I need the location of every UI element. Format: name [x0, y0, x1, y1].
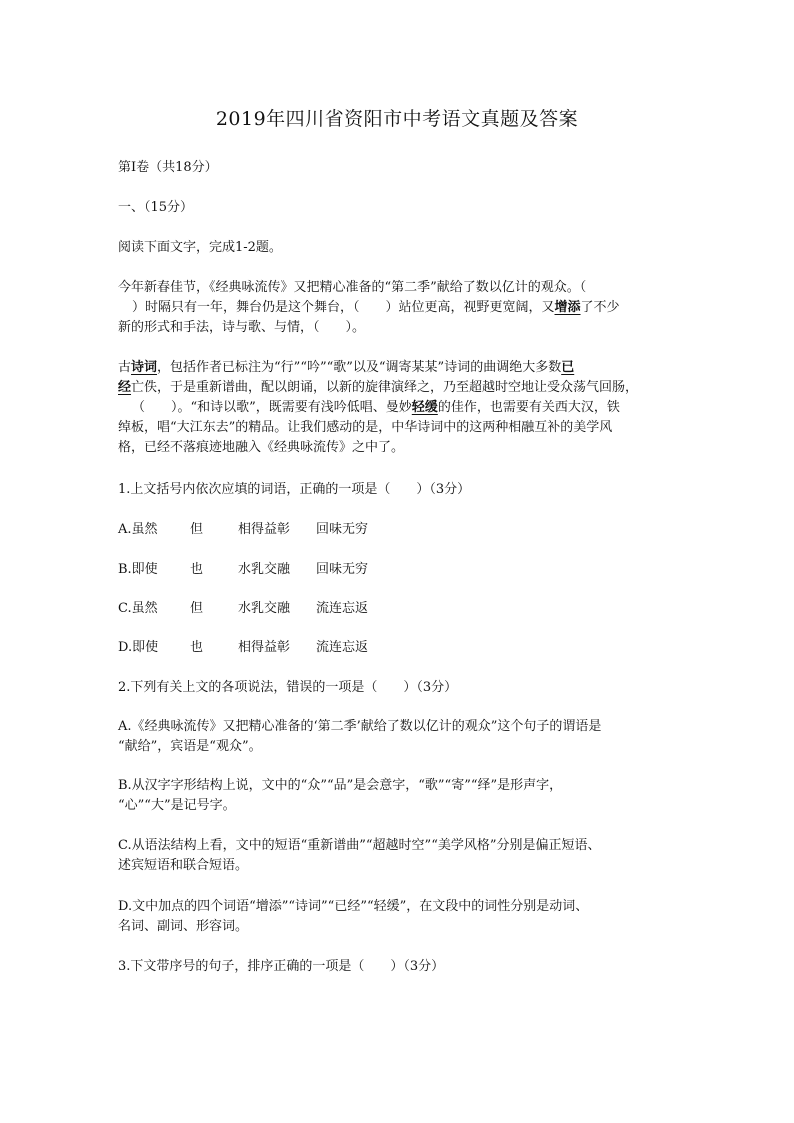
question-2-option-a [118, 717, 678, 757]
passage-2 [118, 358, 678, 458]
option-cell: 但 [190, 522, 204, 537]
option-cell: 流连忘返 [316, 601, 369, 616]
passage-1-text: ）时隔只有一年，舞台仍是这个舞台，（ ）站位更高，视野更宽阔，又 [132, 300, 555, 315]
emphasized-word-yijing-part1: 已 [561, 360, 575, 375]
passage-1-line-2 [118, 298, 678, 318]
option-line: “献给”，宾语是“观众”。 [118, 739, 262, 754]
option-cell: 也 [190, 562, 204, 577]
option-line: 名词、副词、形容词。 [118, 919, 249, 934]
passage-2-line-1 [118, 358, 678, 378]
passage-2-line-2 [118, 378, 678, 398]
option-line: 述宾短语和联合短语。 [118, 858, 249, 873]
passage-2-text: ，包括作者已标注为“行”“吟”“歌”以及“调寄某某”诗词的曲调绝大多数 [157, 360, 562, 375]
passage-2-line-3 [118, 398, 678, 418]
emphasized-word-qinghuan: 轻缓 [411, 400, 438, 415]
question-1-option-a [118, 520, 396, 540]
passage-2-text: （ ）。“和诗以歌”，既需要有浅吟低唱、曼妙 [132, 400, 412, 415]
passage-2-line-4: 绰板，唱“大江东去”的精品。让我们感动的是，中华诗词中的这两种相融互补的美学风 [118, 420, 613, 435]
option-line: A.《经典咏流传》又把精心准备的‘第二季’献给了数以亿计的观众”这个句子的谓语是 [118, 719, 602, 734]
option-cell: 回味无穷 [316, 562, 369, 577]
passage-1-text: 了不少 [580, 300, 620, 315]
question-1-option-d [118, 638, 396, 658]
question-2-option-b [118, 776, 678, 816]
section-heading: 第Ⅰ卷（共18分） [118, 160, 218, 175]
emphasized-word-shici: 诗词 [131, 360, 158, 375]
emphasized-word-yijing-part2: 经 [118, 380, 132, 395]
question-1-stem: 1.上文括号内依次应填的词语，正确的一项是（ ）（3分） [118, 482, 471, 497]
option-cell: 相得益彰 [238, 640, 291, 655]
passage-1-line-1: 今年新春佳节，《经典咏流传》又把精心准备的“第二季”献给了数以亿计的观众。（ [118, 280, 587, 295]
option-cell: 但 [190, 601, 204, 616]
question-1-option-c [118, 599, 396, 619]
reading-instruction: 阅读下面文字，完成1-2题。 [118, 240, 282, 255]
passage-2-line-5: 格，已经不落痕迹地融入《经典咏流传》之中了。 [118, 440, 405, 455]
option-line: B.从汉字字形结构上说，文中的“众”“品”是会意字，“歌”“寄”“绎”是形声字， [118, 778, 563, 793]
option-cell: 水乳交融 [238, 562, 291, 577]
passage-2-text: 古 [118, 360, 132, 375]
passage-1 [118, 278, 678, 338]
document-title: 2019年四川省资阳市中考语文真题及答案 [215, 108, 579, 130]
question-2-stem: 2.下列有关上文的各项说法，错误的一项是（ ）（3分） [118, 680, 458, 695]
option-cell: 流连忘返 [316, 640, 369, 655]
option-cell: C.虽然 [118, 601, 158, 616]
passage-1-line-3: 新的形式和手法，诗与歌、与情，（ ）。 [118, 320, 366, 335]
option-cell: 相得益彰 [238, 522, 291, 537]
option-cell: 回味无穷 [316, 522, 369, 537]
emphasized-word-zengtian: 增添 [554, 300, 581, 315]
option-line: C.从语法结构上看，文中的短语“重新谱曲”“超越时空”“美学风格”分别是偏正短语、 [118, 838, 601, 853]
question-1-option-b [118, 560, 396, 580]
option-cell: A.虽然 [118, 522, 158, 537]
option-cell: 水乳交融 [238, 601, 291, 616]
option-cell: B.即使 [118, 562, 158, 577]
passage-2-text: 亡佚，于是重新谱曲，配以朗诵，以新的旋律演绎之，乃至超越时空地让受众荡气回肠， [131, 380, 639, 395]
option-cell: D.即使 [118, 640, 159, 655]
question-2-option-d [118, 897, 678, 937]
question-2-option-c [118, 836, 678, 876]
part-heading: 一、（15分） [118, 200, 194, 215]
question-3-stem: 3.下文带序号的句子，排序正确的一项是（ ）（3分） [118, 959, 445, 974]
option-line: D.文中加点的四个词语“增添”“诗词”“已经”“轻缓”，在文段中的词性分别是动词、 [118, 899, 589, 914]
passage-2-text: 的佳作，也需要有关西大汉，铁 [437, 400, 620, 415]
option-line: “心”“大”是记号字。 [118, 798, 236, 813]
option-cell: 也 [190, 640, 204, 655]
